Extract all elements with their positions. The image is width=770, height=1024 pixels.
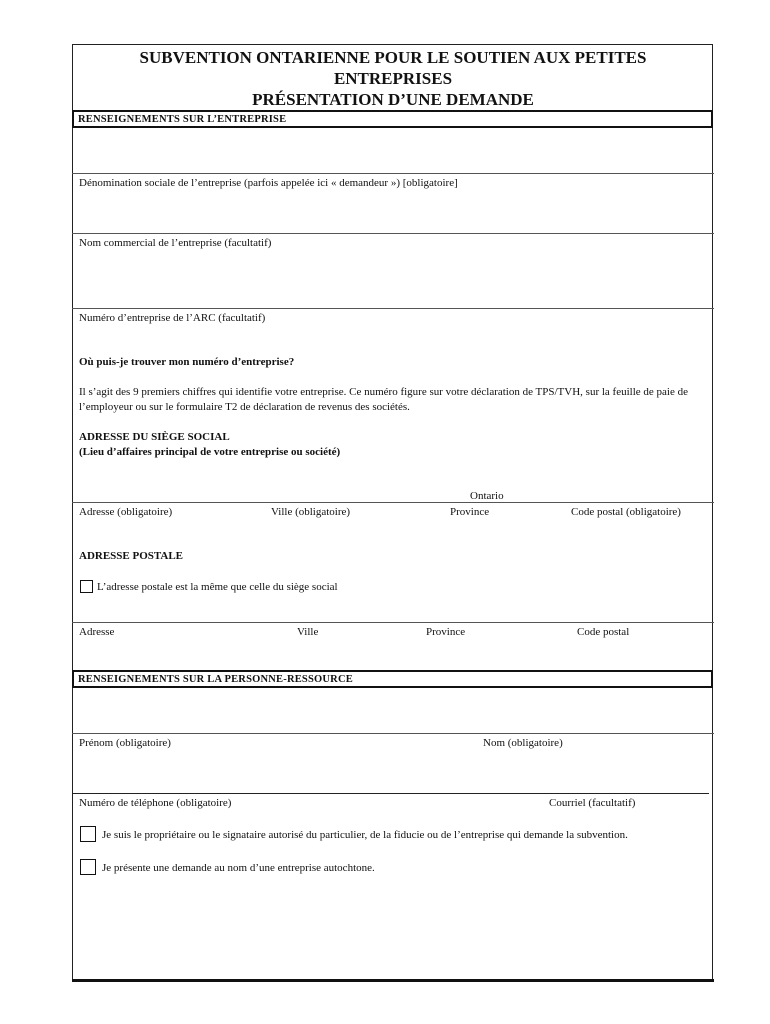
form-title-line3: PRÉSENTATION D’UNE DEMANDE	[252, 90, 534, 109]
last-name-label: Nom (obligatoire)	[483, 737, 563, 749]
legal-name-label: Dénomination sociale de l’entreprise (parfois appelée ici « demandeur ») [obligatoire]	[79, 177, 458, 189]
indigenous-checkbox-label: Je présente une demande au nom d’une entreprise autochtone.	[102, 862, 375, 874]
divider	[72, 733, 714, 734]
form-title-line2: ENTREPRISES	[333, 69, 453, 88]
owner-checkbox-label: Je suis le propriétaire ou le signataire autorisé du particulier, de la fiducie ou de l’entreprise qui demande la subvention.	[102, 829, 628, 841]
mailing-postal-label: Code postal	[577, 626, 630, 638]
phone-field[interactable]	[74, 752, 711, 792]
email-label: Courriel (facultatif)	[549, 797, 636, 809]
mailing-city-label: Ville	[297, 626, 319, 638]
cra-number-label: Numéro d’entreprise de l’ARC (facultatif)	[79, 312, 266, 324]
head-office-heading: ADRESSE DU SIÈGE SOCIAL	[79, 431, 230, 443]
phone-label: Numéro de téléphone (obligatoire)	[79, 797, 232, 809]
cra-number-field[interactable]	[74, 252, 711, 307]
mailing-heading: ADRESSE POSTALE	[79, 550, 184, 562]
first-name-label: Prénom (obligatoire)	[79, 737, 171, 749]
help-text: Il s’agit des 9 premiers chiffres qui identifie votre entreprise. Ce numéro figure sur votre déclaration de TPS/TVH, sur la feuille de paie de l’employeur ou sur le formulaire T2 de déclaration de revenus des sociétés.	[79, 386, 688, 413]
same-address-label: L’adresse postale est la même que celle du siège social	[97, 581, 338, 593]
head-office-province-label: Province	[450, 506, 490, 518]
help-question: Où puis-je trouver mon numéro d’entreprise?	[79, 356, 295, 368]
head-office-subheading: (Lieu d’affaires principal de votre entreprise ou société)	[79, 446, 341, 458]
legal-name-field[interactable]	[74, 130, 711, 172]
divider	[72, 308, 714, 309]
divider	[72, 622, 714, 623]
business-section-header: RENSEIGNEMENTS SUR L’ENTREPRISE	[72, 110, 713, 128]
same-address-checkbox[interactable]	[80, 580, 93, 593]
head-office-address-label: Adresse (obligatoire)	[79, 506, 173, 518]
contact-section-header: RENSEIGNEMENTS SUR LA PERSONNE-RESSOURCE	[72, 670, 713, 688]
divider	[72, 502, 714, 503]
divider	[72, 793, 709, 794]
owner-checkbox[interactable]	[80, 826, 96, 842]
mailing-province-label: Province	[426, 626, 466, 638]
form-title-line1: SUBVENTION ONTARIENNE POUR LE SOUTIEN AUX PETITES	[139, 48, 647, 67]
head-office-city-label: Ville (obligatoire)	[271, 506, 351, 518]
trade-name-label: Nom commercial de l’entreprise (facultatif)	[79, 237, 272, 249]
mailing-address-field[interactable]	[74, 598, 711, 621]
head-office-address-field[interactable]	[74, 465, 711, 501]
form-bottom-rule	[72, 979, 714, 982]
head-office-postal-label: Code postal (obligatoire)	[571, 506, 681, 518]
indigenous-checkbox[interactable]	[80, 859, 96, 875]
mailing-address-label: Adresse	[79, 626, 115, 638]
province-value: Ontario	[470, 490, 504, 502]
first-name-field[interactable]	[74, 690, 711, 732]
trade-name-field[interactable]	[74, 192, 711, 232]
divider	[72, 233, 714, 234]
divider	[72, 173, 714, 174]
